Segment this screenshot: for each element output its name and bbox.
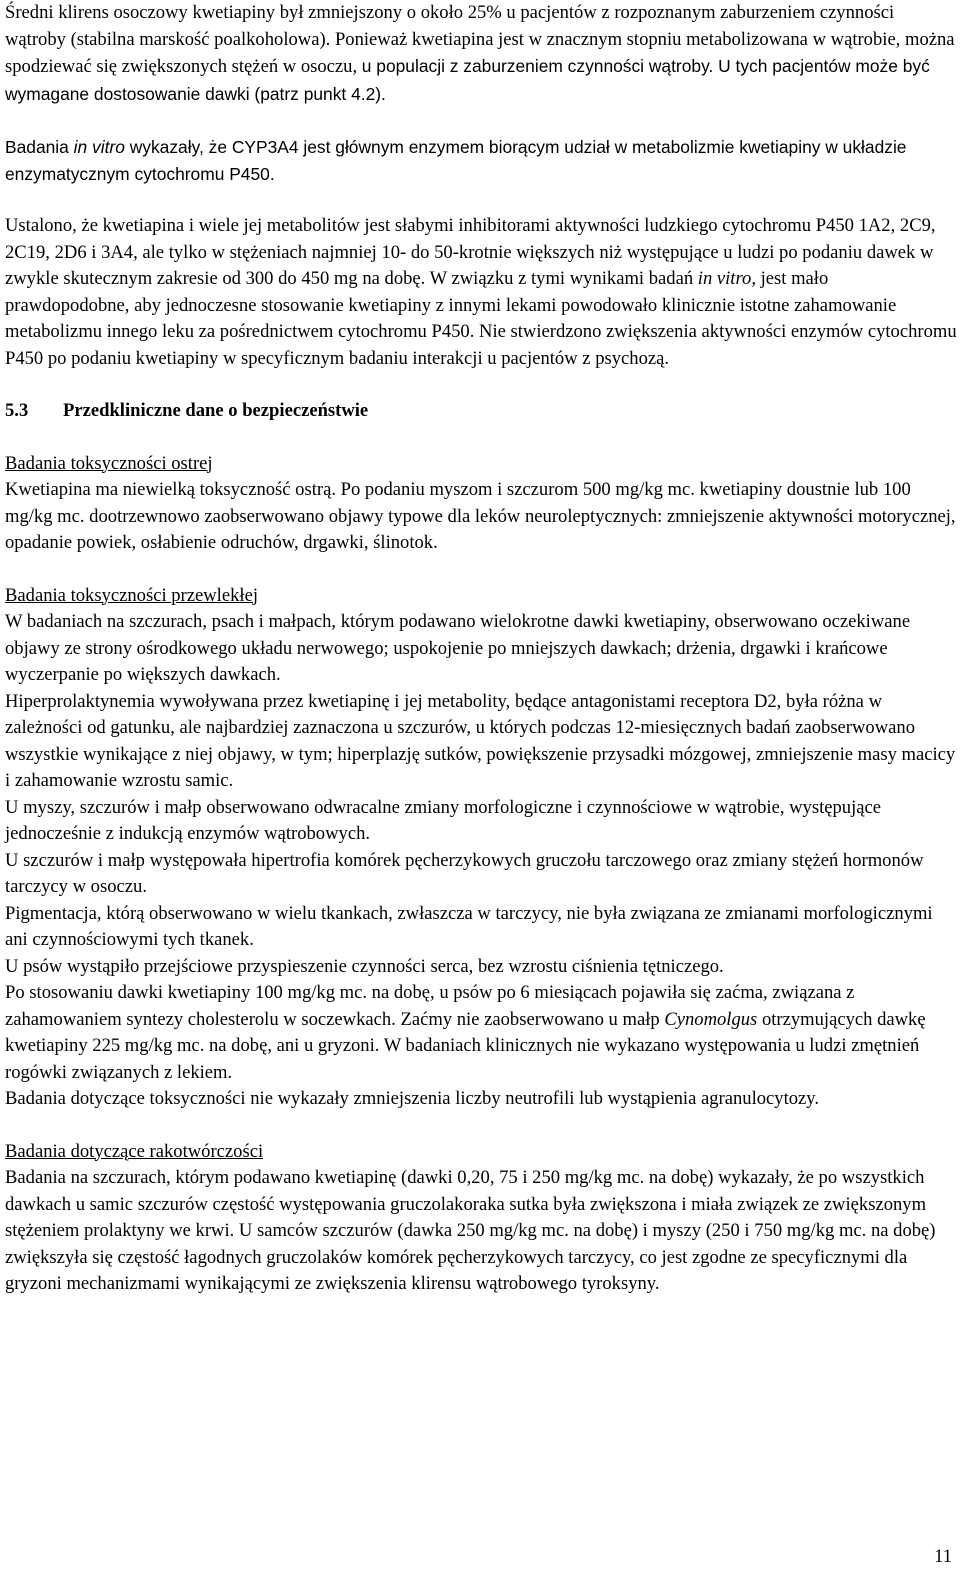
intro-paragraph-2-post: wykazały, że CYP3A4 jest głównym enzymem biorącym udział w metabolizmie kwetiapiny w układzie enzymatycznym cytochromu P450. — [5, 137, 907, 184]
intro-paragraph-3-b: jest mało prawdopodobne, aby jednoczesne stosowanie kwetiapiny z innymi lekami powodowało klinicznie istotne zahamowanie metabolizmu innego leku za pośrednictwem cytochromu P450. Nie stwierdzono zwiększenia aktywności enzymów cytochromu P450 po podaniu kwetiapiny w specyficznym badaniu interakcji u pacjentów z psychozą. — [5, 268, 957, 369]
chronic-toxicity-paragraph: U szczurów i małp występowała hipertrofia komórek pęcherzykowych gruczołu tarczowego oraz zmiany stężeń hormonów tarczycy w osoczu. — [5, 849, 924, 897]
chronic-toxicity-paragraph: U myszy, szczurów i małp obserwowano odwracalne zmiany morfologiczne i czynnościowe w wątrobie, występujące jednocześnie z indukcją enzymów wątrobowych. — [5, 796, 882, 844]
acute-toxicity-heading: Badania toksyczności ostrej — [5, 452, 213, 474]
intro-paragraph-1-serif: Średni klirens osoczowy kwetiapiny był zmniejszony o około 25% u pacjentów z rozpoznanym zaburzeniem czynności wątroby (stabilna marskość poalkoholowa). Ponieważ kwetiapina jest w znacznym stopniu metabolizowana w wątrobie, można spodziewać się zwiększonych stężeń w osoczu, — [5, 2, 955, 77]
cataract-text-a: Po stosowaniu dawki kwetiapiny 100 mg/kg mc. na dobę, u psów po 6 miesiącach pojawiła się zaćma, związana z zahamowaniem syntezy cholesterolu w soczewkach. Zaćmy nie zaobserwowano u małp — [5, 982, 855, 1030]
intro-paragraph-3-italic: in vitro, — [697, 268, 756, 289]
section-title: Przedkliniczne dane o bezpieczeństwie — [63, 400, 369, 421]
chronic-toxicity-paragraph: W badaniach na szczurach, psach i małpach, którym podawano wielokrotne dawki kwetiapiny, obserwowano oczekiwane objawy ze strony ośrodkowego układu nerwowego; uspokojenie po mniejszych dawkach; drżenia, drgawki i krańcowe wyczerpanie po większych dawkach. — [5, 611, 911, 685]
section-number: 5.3 — [5, 400, 29, 421]
carcinogenicity-heading: Badania dotyczące rakotwórczości — [5, 1140, 264, 1162]
document-page — [5, 0, 957, 1298]
section-heading — [5, 398, 957, 425]
intro-paragraph-3 — [5, 213, 957, 372]
chronic-toxicity-paragraph: U psów wystąpiło przejściowe przyspieszenie czynności serca, bez wzrostu ciśnienia tętniczego. — [5, 955, 724, 977]
intro-paragraph-2-italic: in vitro — [73, 137, 125, 157]
intro-paragraph-2 — [5, 134, 957, 187]
intro-paragraph-1-sans: u populacji z zaburzeniem czynności wątroby. U tych pacjentów może być wymagane dostosowanie dawki (patrz punkt 4.2). — [5, 56, 930, 104]
cataract-text-b: otrzymujących dawkę kwetiapiny 225 mg/kg mc. na dobę, ani u gryzoni. W badaniach klinicznych nie wykazano występowania u ludzi zmętnień rogówki związanych z lekiem. — [5, 1008, 926, 1083]
chronic-toxicity-paragraph: Pigmentacja, którą obserwowano w wielu tkankach, zwłaszcza w tarczycy, nie była związana ze zmianami morfologicznymi ani czynnościowymi tych tkanek. — [5, 902, 933, 950]
chronic-toxicity-paragraph: Hiperprolaktynemia wywoływana przez kwetiapinę i jej metabolity, będące antagonistami receptora D2, była różna w zależności od gatunku, ale najbardziej zaznaczona u szczurów, u których podczas 12-miesięcznych badań zaobserwowano wszystkie wynikające z niej objawy, w tym; hiperplazję sutków, powiększenie przysadki mózgowej, zmniejszenie masy macicy i zahamowanie wzrostu samic. — [5, 690, 956, 791]
chronic-toxicity-paragraph-cataract — [5, 980, 957, 1086]
carcinogenicity-text: Badania na szczurach, którym podawano kwetiapinę (dawki 0,20, 75 i 250 mg/kg mc. na dobę) wykazały, że po wszystkich dawkach u samic szczurów częstość występowania gruczolakoraka sutka była zwiększona i miała związek ze zwiększonym stężeniem prolaktyny we krwi. U samców szczurów (dawka 250 mg/kg mc. na dobę) i myszy (250 i 750 mg/kg mc. na dobę) zwiększyła się częstość łagodnych gruczolaków komórek pęcherzykowych tarczycy, co jest zgodne ze specyficznymi dla gryzoni mechanizmami wynikającymi ze zwiększenia klirensu wątrobowego tyroksyny. — [5, 1167, 936, 1294]
chronic-toxicity-heading: Badania toksyczności przewlekłej — [5, 584, 258, 606]
intro-paragraph-2-pre: Badania — [5, 137, 74, 157]
intro-paragraph-3-a: Ustalono, że kwetiapina i wiele jej metabolitów jest słabymi inhibitorami aktywności ludzkiego cytochromu P450 1A2, 2C9, 2C19, 2D6 i 3A4, ale tylko w stężeniach najmniej 10- do 50-krotnie większych niż występujące u ludzi po podaniu dawek w zwykle skutecznym zakresie od 300 do 450 mg na dobę. W związku z tymi wynikami badań — [5, 215, 936, 289]
acute-toxicity-text: Kwetiapina ma niewielką toksyczność ostrą. Po podaniu myszom i szczurom 500 mg/kg mc. kwetiapiny doustnie lub 100 mg/kg mc. dootrzewnowo zaobserwowano objawy typowe dla leków neuroleptycznych: zmniejszenie aktywności motorycznej, opadanie powiek, osłabienie odruchów, drgawki, ślinotok. — [5, 479, 956, 553]
intro-paragraph-1 — [5, 0, 957, 108]
page-number: 11 — [934, 1546, 952, 1567]
chronic-toxicity-paragraph-neutrophils: Badania dotyczące toksyczności nie wykazały zmniejszenia liczby neutrofili lub wystąpienia agranulocytozy. — [5, 1088, 820, 1109]
cataract-text-italic: Cynomolgus — [664, 1008, 758, 1030]
